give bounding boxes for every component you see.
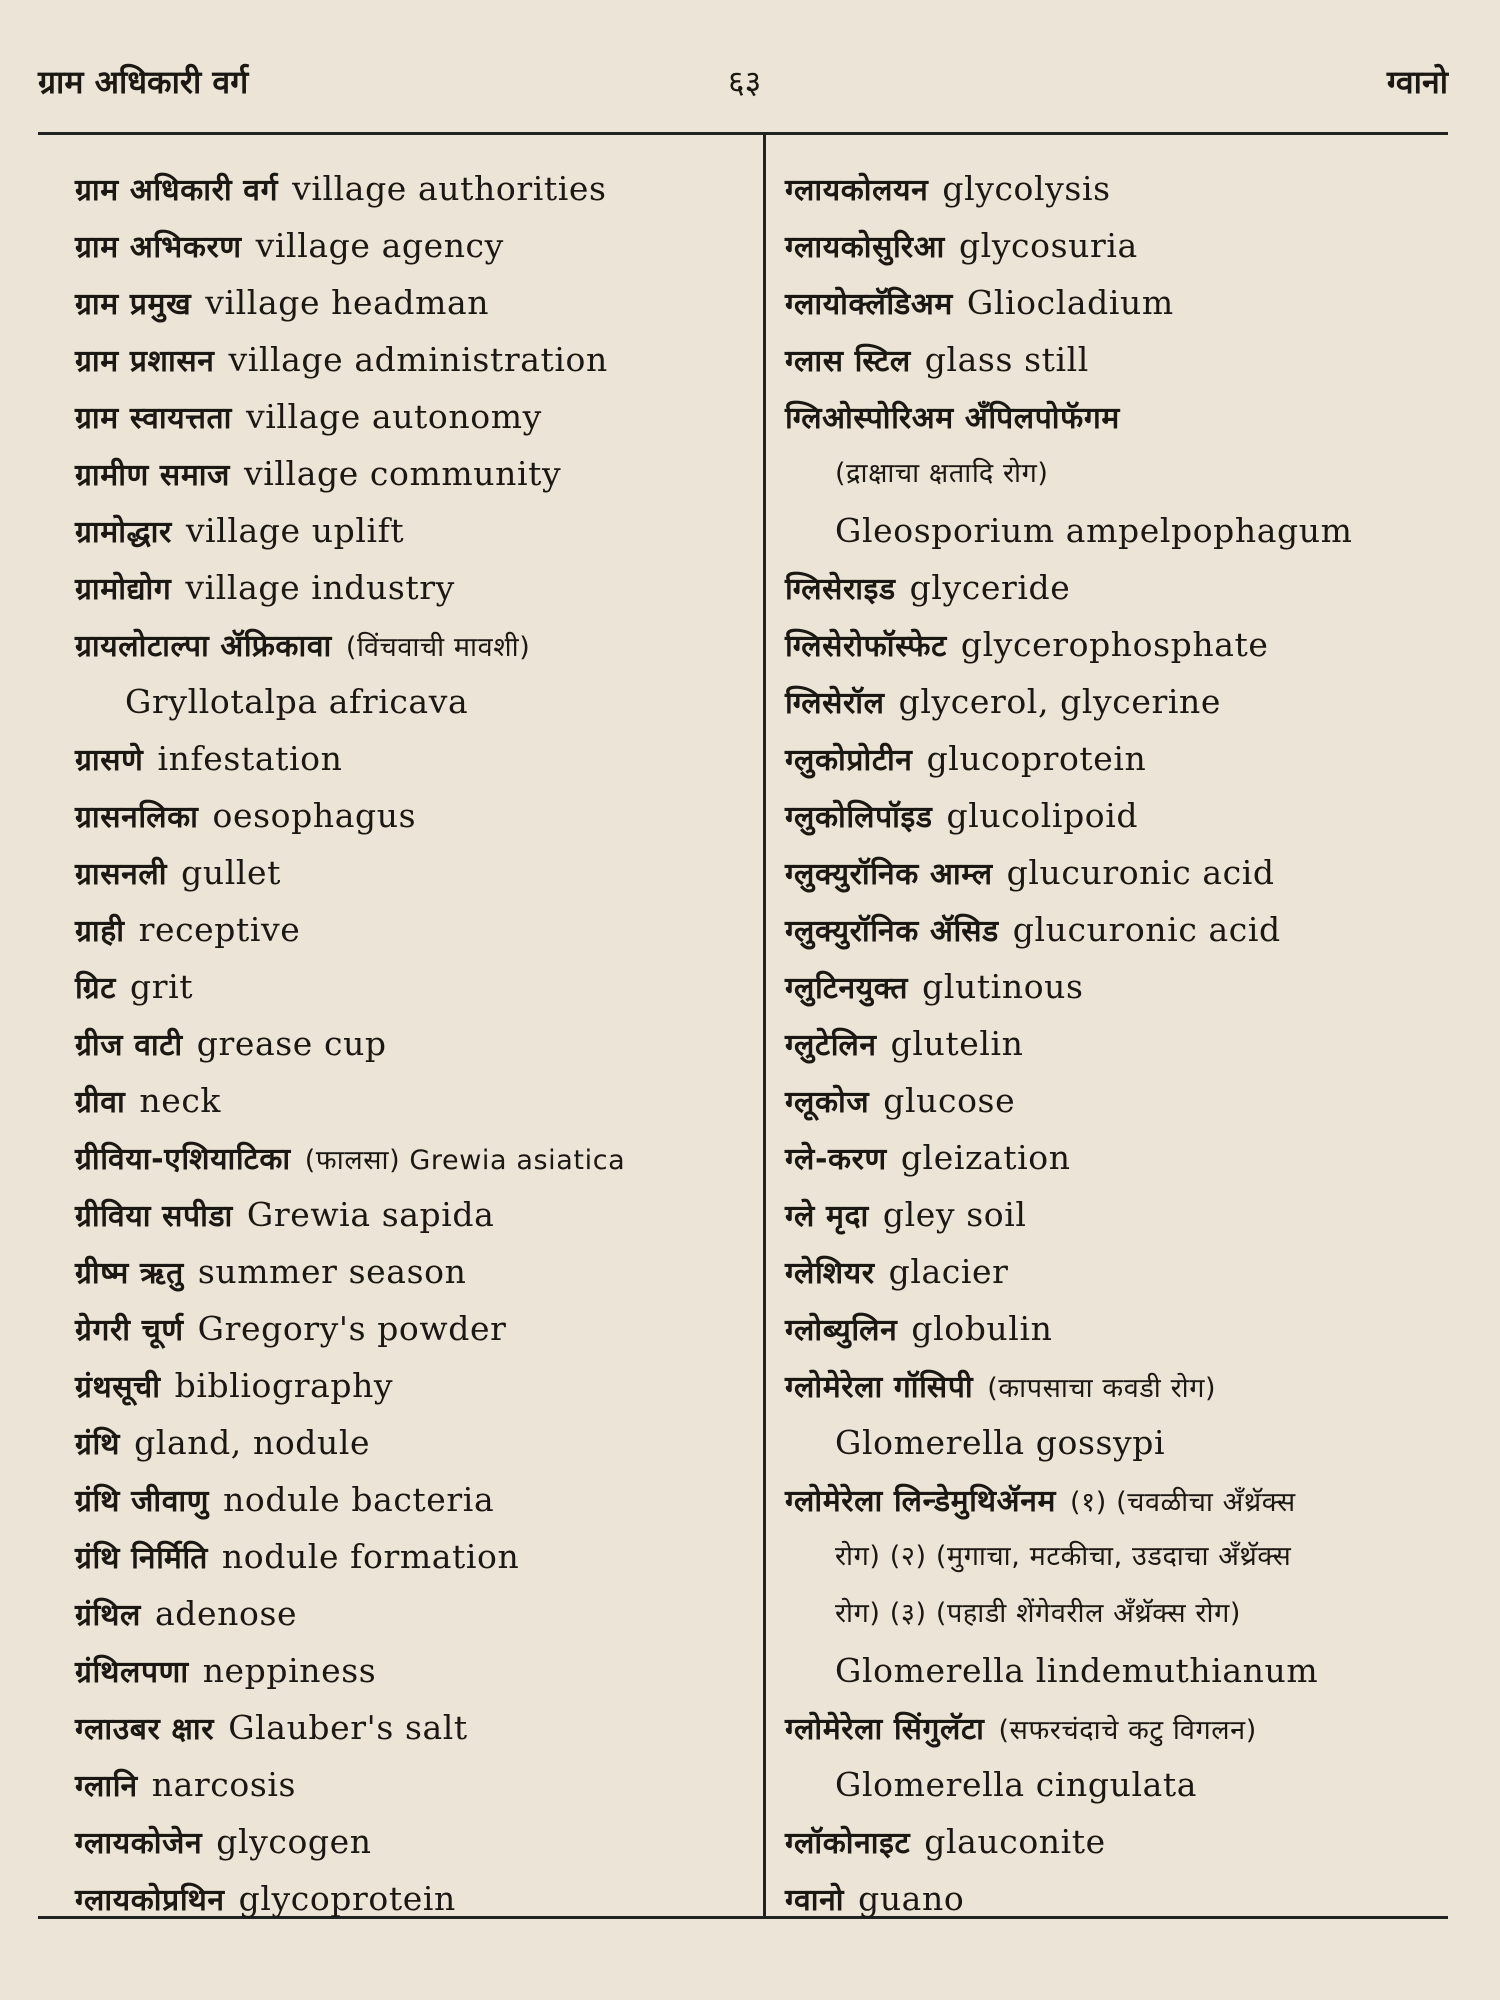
- dictionary-entry: [785, 1699, 1465, 1756]
- entry-definition: glucoprotein: [926, 739, 1147, 778]
- dictionary-entry: [75, 1357, 755, 1414]
- entry-definition: oesophagus: [212, 796, 417, 835]
- dictionary-entry: [75, 1129, 755, 1186]
- dictionary-entry: [75, 502, 755, 559]
- entry-headword: ग्रासणे: [75, 743, 144, 778]
- dictionary-entry: [75, 1642, 755, 1699]
- dictionary-entry: [75, 559, 755, 616]
- entry-headword: ग्लाउबर क्षार: [75, 1712, 215, 1747]
- dictionary-entry: [785, 388, 1465, 445]
- entry-definition: glycoprotein: [238, 1879, 456, 1918]
- dictionary-entry: [785, 844, 1465, 901]
- entry-headword: ग्लायकोलयन: [785, 173, 929, 208]
- page-header: [38, 52, 1448, 112]
- entry-headword: ग्लिसेरॉल: [785, 686, 885, 721]
- entry-headword: ग्लुकोप्रोटीन: [785, 743, 913, 778]
- dictionary-entry: [75, 1300, 755, 1357]
- entry-headword: ग्लानि: [75, 1769, 138, 1804]
- entry-headword: ग्राम स्वायत्तता: [75, 401, 232, 436]
- entry-headword: ग्लास स्टिल: [785, 344, 911, 379]
- entry-headword: ग्रंथि जीवाणु: [75, 1484, 210, 1519]
- dictionary-entry: [75, 1243, 755, 1300]
- entry-definition: village authorities: [292, 169, 607, 208]
- dictionary-entry: [75, 1699, 755, 1756]
- entry-definition: grit: [130, 967, 194, 1006]
- entry-definition: gullet: [181, 853, 282, 892]
- dictionary-entry: [75, 1870, 755, 1927]
- dictionary-entry: [785, 445, 1465, 502]
- entry-definition: Glomerella gossypi: [835, 1423, 1166, 1462]
- dictionary-entry: [785, 901, 1465, 958]
- dictionary-entry: [75, 844, 755, 901]
- dictionary-entry: [785, 1300, 1465, 1357]
- entry-definition: रोग) (२) (मुगाचा, मटकीचा, उडदाचा ॲंथ्रॅक्स: [835, 1541, 1292, 1572]
- entry-headword: ग्लुक्युरॉनिक ॲसिड: [785, 914, 999, 949]
- dictionary-entry: [785, 1813, 1465, 1870]
- dictionary-entry: [785, 787, 1465, 844]
- top-rule: [38, 132, 1448, 135]
- entry-headword: ग्रंथसूची: [75, 1370, 161, 1405]
- entry-headword: ग्रंथिल: [75, 1598, 141, 1633]
- entry-definition: (कापसाचा कवडी रोग): [987, 1373, 1217, 1404]
- entry-definition: glycosuria: [958, 226, 1138, 265]
- dictionary-entry: [75, 616, 755, 673]
- entry-headword: ग्लायोक्लॅडिअम: [785, 287, 953, 322]
- left-column: [75, 160, 755, 1927]
- dictionary-entry: [75, 1072, 755, 1129]
- entry-definition: village agency: [255, 226, 504, 265]
- entry-headword: ग्राम अधिकारी वर्ग: [75, 173, 279, 208]
- entry-definition: glycerol, glycerine: [898, 682, 1221, 721]
- entry-headword: ग्लायकोजेन: [75, 1826, 203, 1861]
- entry-definition: village industry: [185, 568, 455, 607]
- entry-headword: ग्रीष्म ऋतु: [75, 1256, 184, 1291]
- entry-headword: ग्रीविया-एशियाटिका: [75, 1142, 291, 1177]
- entry-headword: ग्रंथि: [75, 1427, 121, 1462]
- entry-headword: ग्ले मृदा: [785, 1199, 869, 1234]
- entry-definition: Gryllotalpa africava: [125, 682, 469, 721]
- entry-headword: ग्लुटिनयुक्त: [785, 971, 909, 1006]
- entry-definition: Glomerella lindemuthianum: [835, 1651, 1319, 1690]
- dictionary-entry: [75, 1186, 755, 1243]
- dictionary-entry: [785, 673, 1465, 730]
- dictionary-entry: [75, 787, 755, 844]
- dictionary-entry: [75, 1414, 755, 1471]
- dictionary-entry: [785, 1756, 1465, 1813]
- entry-definition: village uplift: [185, 511, 405, 550]
- dictionary-entry: [785, 730, 1465, 787]
- entry-definition: glauconite: [924, 1822, 1106, 1861]
- dictionary-entry: [785, 616, 1465, 673]
- entry-definition: Grewia sapida: [246, 1195, 495, 1234]
- entry-definition: glyceride: [909, 568, 1071, 607]
- entry-definition: grease cup: [196, 1024, 387, 1063]
- entry-definition: Gliocladium: [966, 283, 1174, 322]
- entry-definition: Glauber's salt: [228, 1708, 468, 1747]
- dictionary-entry: [75, 388, 755, 445]
- entry-definition: village administration: [228, 340, 608, 379]
- entry-headword: ग्लुक्युरॉनिक आम्ल: [785, 857, 993, 892]
- entry-definition: glacier: [888, 1252, 1009, 1291]
- dictionary-entry: [785, 1072, 1465, 1129]
- entry-headword: ग्ले-करण: [785, 1142, 887, 1177]
- entry-headword: ग्रासनली: [75, 857, 168, 892]
- entry-definition: glycolysis: [942, 169, 1111, 208]
- entry-definition: neppiness: [202, 1651, 377, 1690]
- entry-headword: ग्लुटेलिन: [785, 1028, 877, 1063]
- entry-headword: ग्लिसेरोफॉस्फेट: [785, 629, 947, 664]
- dictionary-entry: [75, 1756, 755, 1813]
- right-column: [785, 160, 1465, 1927]
- entry-headword: ग्राही: [75, 914, 125, 949]
- entry-headword: ग्रामोद्योग: [75, 572, 172, 607]
- dictionary-entry: [75, 673, 755, 730]
- page-number: ६३: [728, 63, 762, 101]
- entry-headword: ग्राम प्रशासन: [75, 344, 215, 379]
- dictionary-entry: [785, 1870, 1465, 1927]
- dictionary-entry: [785, 274, 1465, 331]
- entry-headword: ग्लॉकोनाइट: [785, 1826, 911, 1861]
- entry-definition: summer season: [197, 1252, 467, 1291]
- entry-definition: (१) (चवळीचा ॲंथ्रॅक्स: [1070, 1487, 1296, 1518]
- entry-headword: ग्लिओस्पोरिअम ॲंपिलपोफॅगम: [785, 401, 1120, 436]
- entry-headword: ग्वानो: [785, 1883, 845, 1918]
- dictionary-entry: [75, 445, 755, 502]
- dictionary-entry: [785, 1471, 1465, 1528]
- dictionary-entry: [75, 1585, 755, 1642]
- entry-headword: ग्रेगरी चूर्ण: [75, 1313, 184, 1348]
- entry-definition: gland, nodule: [134, 1423, 371, 1462]
- entry-definition: (सफरचंदाचे कटु विगलन): [998, 1715, 1257, 1746]
- entry-definition: guano: [858, 1879, 965, 1918]
- entry-definition: (विंचवाची मावशी): [345, 632, 531, 663]
- entry-definition: Glomerella cingulata: [835, 1765, 1198, 1804]
- entry-headword: ग्लेशियर: [785, 1256, 875, 1291]
- entry-definition: glass still: [924, 340, 1089, 379]
- entry-headword: ग्रासनलिका: [75, 800, 199, 835]
- entry-headword: ग्लिसेराइड: [785, 572, 896, 607]
- entry-definition: (फालसा) Grewia asiatica: [304, 1145, 626, 1176]
- entry-definition: glutelin: [890, 1024, 1024, 1063]
- entry-headword: ग्लायकोसुरिआ: [785, 230, 945, 265]
- entry-headword: ग्रामीण समाज: [75, 458, 230, 493]
- entry-definition: glucose: [883, 1081, 1016, 1120]
- dictionary-entry: [75, 274, 755, 331]
- entry-headword: ग्रिट: [75, 971, 117, 1006]
- entry-definition: nodule bacteria: [223, 1480, 495, 1519]
- entry-definition: glycogen: [216, 1822, 372, 1861]
- entry-definition: glycerophosphate: [960, 625, 1269, 664]
- entry-headword: ग्राम प्रमुख: [75, 287, 192, 322]
- entry-headword: ग्लूकोज: [785, 1085, 870, 1120]
- entry-definition: gleization: [900, 1138, 1071, 1177]
- dictionary-entry: [785, 331, 1465, 388]
- dictionary-entry: [785, 1015, 1465, 1072]
- entry-definition: adenose: [155, 1594, 298, 1633]
- dictionary-entry: [785, 559, 1465, 616]
- dictionary-entry: [75, 160, 755, 217]
- dictionary-entry: [75, 730, 755, 787]
- entry-definition: (द्राक्षाचा क्षतादि रोग): [835, 458, 1049, 489]
- entry-definition: Gleosporium ampelpophagum: [835, 511, 1353, 550]
- entry-headword: ग्लोब्युलिन: [785, 1313, 898, 1348]
- entry-headword: ग्रीज वाटी: [75, 1028, 183, 1063]
- dictionary-entry: [785, 958, 1465, 1015]
- dictionary-entry: [75, 217, 755, 274]
- entry-definition: nodule formation: [221, 1537, 520, 1576]
- dictionary-entry: [785, 1528, 1465, 1585]
- column-divider: [763, 135, 766, 1916]
- dictionary-entry: [785, 217, 1465, 274]
- entry-headword: ग्रीविया सपीडा: [75, 1199, 233, 1234]
- entry-definition: village community: [243, 454, 562, 493]
- header-left-guideword: ग्राम अधिकारी वर्ग: [38, 63, 249, 101]
- dictionary-entry: [785, 1186, 1465, 1243]
- header-right-guideword: ग्वानो: [1386, 63, 1448, 101]
- entry-headword: ग्लोमेरेला सिंगुलॅटा: [785, 1712, 985, 1747]
- entry-headword: ग्लोमेरेला लिन्डेमुथिॲनम: [785, 1484, 1056, 1519]
- entry-definition: neck: [139, 1081, 222, 1120]
- entry-headword: ग्रामोद्धार: [75, 515, 172, 550]
- entry-definition: village autonomy: [246, 397, 542, 436]
- dictionary-entry: [75, 901, 755, 958]
- dictionary-entry: [75, 1528, 755, 1585]
- entry-definition: narcosis: [151, 1765, 297, 1804]
- dictionary-entry: [785, 502, 1465, 559]
- dictionary-entry: [785, 160, 1465, 217]
- dictionary-entry: [785, 1642, 1465, 1699]
- entry-definition: glucuronic acid: [1006, 853, 1275, 892]
- entry-headword: ग्रंथि निर्मिति: [75, 1541, 208, 1576]
- entry-definition: gley soil: [882, 1195, 1027, 1234]
- entry-headword: ग्रीवा: [75, 1085, 126, 1120]
- entry-definition: रोग) (३) (पहाडी शेंगेवरील ॲंथ्रॅक्स रोग): [835, 1598, 1241, 1629]
- entry-definition: bibliography: [174, 1366, 394, 1405]
- entry-headword: ग्रंथिलपणा: [75, 1655, 189, 1690]
- entry-definition: glutinous: [922, 967, 1084, 1006]
- entry-headword: ग्राम अभिकरण: [75, 230, 242, 265]
- entry-definition: receptive: [138, 910, 301, 949]
- dictionary-entry: [785, 1414, 1465, 1471]
- dictionary-entry: [75, 1015, 755, 1072]
- dictionary-entry: [75, 1471, 755, 1528]
- entry-headword: ग्लोमेरेला गॉसिपी: [785, 1370, 974, 1405]
- dictionary-entry: [75, 958, 755, 1015]
- dictionary-entry: [75, 1813, 755, 1870]
- entry-headword: ग्रायलोटाल्पा ॲफ्रिकावा: [75, 629, 332, 664]
- entry-definition: Gregory's powder: [197, 1309, 507, 1348]
- dictionary-entry: [785, 1243, 1465, 1300]
- entry-definition: glucolipoid: [946, 796, 1139, 835]
- dictionary-entry: [75, 331, 755, 388]
- dictionary-entry: [785, 1585, 1465, 1642]
- dictionary-entry: [785, 1357, 1465, 1414]
- entry-definition: glucuronic acid: [1012, 910, 1281, 949]
- dictionary-entry: [785, 1129, 1465, 1186]
- entry-definition: village headman: [205, 283, 490, 322]
- entry-definition: infestation: [157, 739, 343, 778]
- entry-headword: ग्लुकोलिपॉइड: [785, 800, 933, 835]
- entry-headword: ग्लायकोप्रथिन: [75, 1883, 225, 1918]
- entry-definition: globulin: [911, 1309, 1053, 1348]
